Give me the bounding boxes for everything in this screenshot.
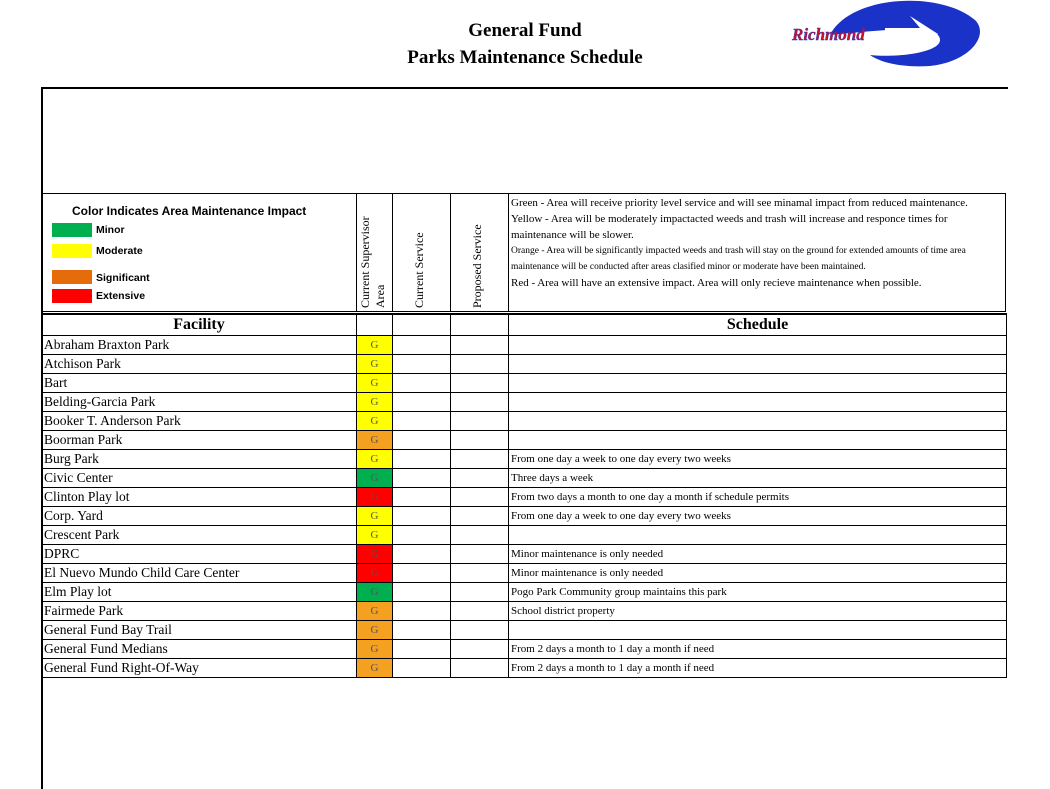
supervisor-area-cell: G (357, 583, 393, 602)
table-row (42, 469, 1007, 488)
facility-cell: Belding-Garcia Park (42, 393, 357, 412)
facility-cell: Clinton Play lot (42, 488, 357, 507)
schedule-cell: School district property (509, 602, 1007, 621)
facility-cell: Abraham Braxton Park (42, 336, 357, 355)
table-row (42, 545, 1007, 564)
current-service-cell (393, 393, 451, 412)
current-service-cell (393, 450, 451, 469)
facility-cell: Elm Play lot (42, 583, 357, 602)
facility-cell: General Fund Bay Trail (42, 621, 357, 640)
table-row (42, 507, 1007, 526)
supervisor-area-cell: G (357, 545, 393, 564)
table-row (42, 355, 1007, 374)
proposed-header-blank (451, 314, 509, 336)
current-service-cell (393, 336, 451, 355)
proposed-service-cell (451, 640, 509, 659)
facility-cell: Bart (42, 374, 357, 393)
current-service-cell (393, 374, 451, 393)
supervisor-area-cell: G (357, 602, 393, 621)
legend-label-extensive: Extensive (96, 290, 146, 302)
schedule-cell: Pogo Park Community group maintains this park (509, 583, 1007, 602)
facility-cell: Fairmede Park (42, 602, 357, 621)
legend-label-minor: Minor (96, 224, 125, 236)
current-service-cell (393, 564, 451, 583)
table-row (42, 431, 1007, 450)
current-service-cell (393, 602, 451, 621)
proposed-service-cell (451, 526, 509, 545)
current-service-cell (393, 545, 451, 564)
proposed-service-cell (451, 336, 509, 355)
supervisor-area-cell: G (357, 526, 393, 545)
current-service-cell (393, 621, 451, 640)
supervisor-area-cell: G (357, 374, 393, 393)
proposed-service-cell (451, 602, 509, 621)
supervisor-area-cell: G (357, 564, 393, 583)
current-service-cell (393, 488, 451, 507)
proposed-service-cell (451, 507, 509, 526)
legend-desc-orange: Orange - Area will be significantly impacted weeds and trash will stay on the ground for extended amounts of time area maintenance will be conducted after areas clasified minor or moderate have been maintained. (511, 246, 966, 272)
supervisor-area-cell: G (357, 640, 393, 659)
facility-cell: DPRC (42, 545, 357, 564)
current-service-header: Current Service (412, 232, 426, 308)
schedule-cell (509, 431, 1007, 450)
page-title: General Fund (468, 20, 582, 41)
current-service-cell (393, 526, 451, 545)
current-service-cell (393, 412, 451, 431)
facility-cell: Boorman Park (42, 431, 357, 450)
table-header-row (42, 314, 1007, 336)
legend-swatch-minor (52, 223, 92, 237)
table-row (42, 621, 1007, 640)
table-row (42, 374, 1007, 393)
proposed-service-cell (451, 545, 509, 564)
facility-cell: Corp. Yard (42, 507, 357, 526)
schedule-cell (509, 526, 1007, 545)
proposed-service-cell (451, 431, 509, 450)
table-row (42, 602, 1007, 621)
facility-cell: Crescent Park (42, 526, 357, 545)
proposed-service-header: Proposed Service (470, 224, 484, 308)
supervisor-area-cell: G (357, 488, 393, 507)
proposed-service-cell (451, 450, 509, 469)
legend-label-significant: Significant (96, 272, 150, 284)
richmond-logo (790, 0, 990, 70)
legend-swatch-significant (52, 270, 92, 284)
page-subtitle: Parks Maintenance Schedule (407, 47, 643, 68)
schedule-cell (509, 393, 1007, 412)
supervisor-area-cell: G (357, 469, 393, 488)
schedule-cell: Three days a week (509, 469, 1007, 488)
supervisor-area-cell: G (357, 507, 393, 526)
schedule-cell (509, 374, 1007, 393)
supervisor-header-blank (357, 314, 393, 336)
proposed-service-cell (451, 393, 509, 412)
schedule-cell (509, 621, 1007, 640)
proposed-service-cell (451, 374, 509, 393)
table-row (42, 412, 1007, 431)
legend-desc-yellow: Yellow - Area will be moderately impactacted weeds and trash will increase and responce times for maintenance will be slower. (511, 213, 948, 241)
supervisor-area-cell: G (357, 412, 393, 431)
facility-cell: General Fund Right-Of-Way (42, 659, 357, 678)
table-row (42, 659, 1007, 678)
legend-label-moderate: Moderate (96, 245, 143, 257)
proposed-service-cell (451, 583, 509, 602)
table-row (42, 640, 1007, 659)
schedule-cell: From one day a week to one day every two weeks (509, 507, 1007, 526)
legend-desc-red: Red - Area will have an extensive impact. Area will only recieve maintenance when possible. (511, 277, 922, 289)
logo-small-text: City of (859, 19, 879, 26)
supervisor-area-cell: G (357, 431, 393, 450)
schedule-header: Schedule (509, 314, 1007, 336)
legend-swatch-extensive (52, 289, 92, 303)
schedule-table (41, 313, 1007, 678)
current-service-cell (393, 640, 451, 659)
current-service-cell (393, 355, 451, 374)
proposed-service-cell (451, 488, 509, 507)
schedule-cell: From 2 days a month to 1 day a month if need (509, 640, 1007, 659)
facility-cell: General Fund Medians (42, 640, 357, 659)
schedule-cell (509, 412, 1007, 431)
current-service-cell (393, 583, 451, 602)
proposed-service-cell (451, 412, 509, 431)
current-service-cell (393, 507, 451, 526)
facility-cell: Atchison Park (42, 355, 357, 374)
table-row (42, 583, 1007, 602)
table-row (42, 336, 1007, 355)
proposed-service-cell (451, 621, 509, 640)
proposed-service-cell (451, 469, 509, 488)
current-service-cell (393, 469, 451, 488)
supervisor-area-header: Current Supervisor Area (358, 216, 387, 308)
legend-descriptions (511, 195, 1003, 291)
table-row (42, 564, 1007, 583)
schedule-cell (509, 355, 1007, 374)
table-row (42, 526, 1007, 545)
schedule-cell: From two days a month to one day a month if schedule permits (509, 488, 1007, 507)
schedule-cell: From one day a week to one day every two weeks (509, 450, 1007, 469)
facility-cell: Booker T. Anderson Park (42, 412, 357, 431)
current-service-cell (393, 659, 451, 678)
legend-swatch-moderate (52, 244, 92, 258)
schedule-cell: Minor maintenance is only needed (509, 564, 1007, 583)
supervisor-area-cell: G (357, 450, 393, 469)
proposed-service-cell (451, 564, 509, 583)
facility-cell: Burg Park (42, 450, 357, 469)
current-service-cell (393, 431, 451, 450)
logo-text: Richmond (792, 25, 865, 44)
supervisor-area-cell: G (357, 621, 393, 640)
proposed-service-cell (451, 355, 509, 374)
legend-desc-green: Green - Area will receive priority level service and will see minamal impact from reduced maintenance. (511, 197, 968, 209)
schedule-cell: Minor maintenance is only needed (509, 545, 1007, 564)
supervisor-area-cell: G (357, 336, 393, 355)
facility-cell: Civic Center (42, 469, 357, 488)
supervisor-area-cell: G (357, 393, 393, 412)
table-row (42, 393, 1007, 412)
table-row (42, 488, 1007, 507)
supervisor-area-cell: G (357, 355, 393, 374)
table-row (42, 450, 1007, 469)
schedule-cell: From 2 days a month to 1 day a month if need (509, 659, 1007, 678)
current-header-blank (393, 314, 451, 336)
facility-header: Facility (42, 314, 357, 336)
supervisor-area-cell: G (357, 659, 393, 678)
legend-title: Color Indicates Area Maintenance Impact (72, 204, 307, 218)
proposed-service-cell (451, 659, 509, 678)
facility-cell: El Nuevo Mundo Child Care Center (42, 564, 357, 583)
schedule-cell (509, 336, 1007, 355)
